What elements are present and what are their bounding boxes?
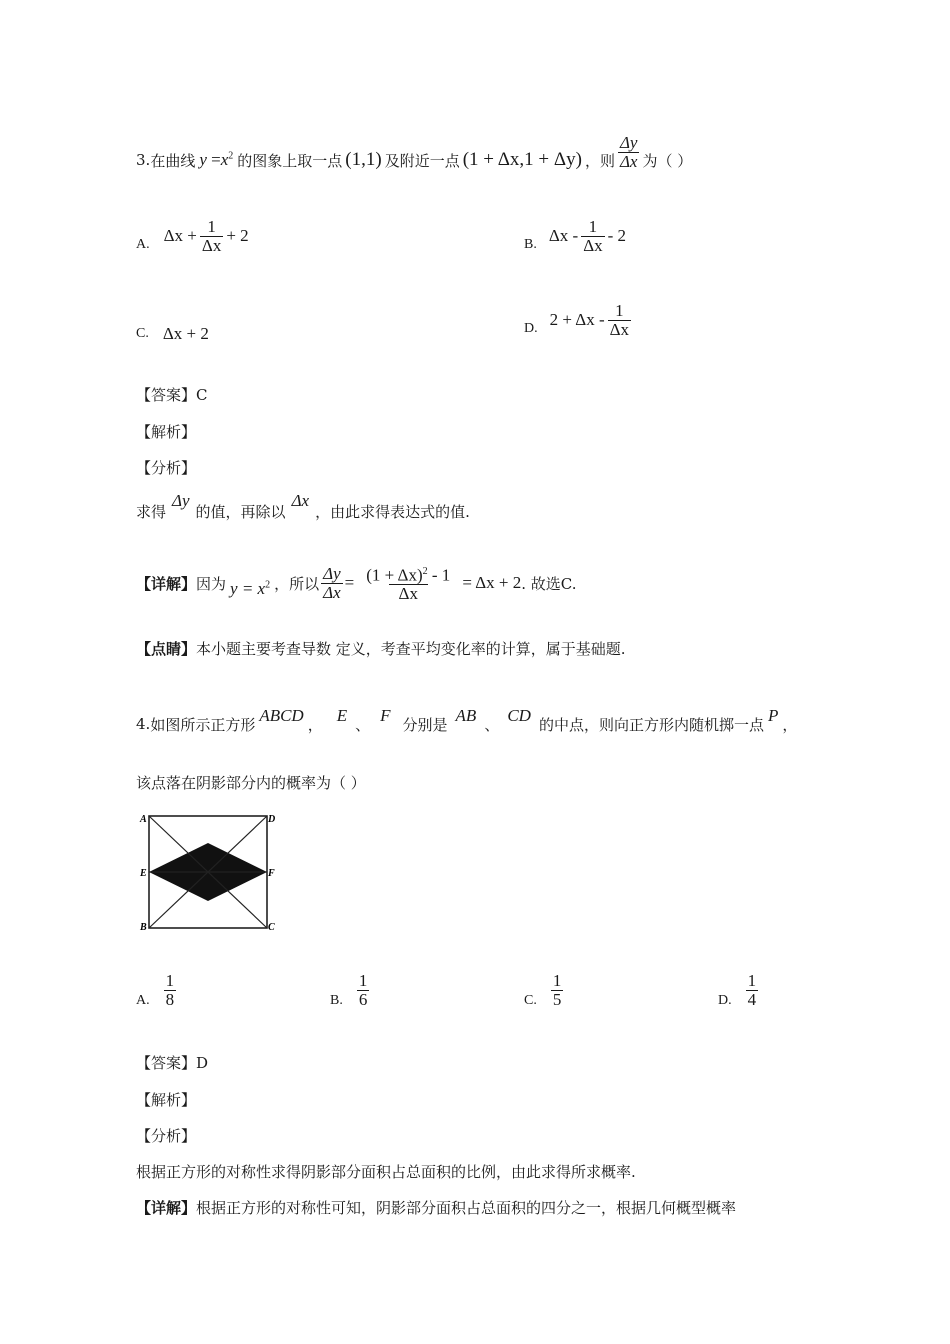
q3-dianjing-line: 【点睛】本小题主要考查导数 定义，考查平均变化率的计算，属于基础题. [136,640,626,658]
q4-option-d: D. $\frac{1}{4}$ [718,970,757,1009]
q3-analysis-tag: 【解析】 [136,423,197,441]
vertex-label-c: C [268,922,275,932]
q3-option-c: C. Δx + 2 [136,324,209,343]
q4-option-b: B. $\frac{1}{6}$ [330,970,368,1009]
vertex-label-e: E [140,868,147,879]
option-label: C. [136,326,149,341]
q4-fenxi-tag: 【分析】 [136,1127,197,1145]
q3-text2: 的图象上取一点 [237,151,343,170]
q3-text4: ，则 [584,151,615,170]
fraction: $\frac{1}{\Delta x}$ [201,216,222,255]
q3-text5: 为（ ） [642,151,693,170]
q3-point1: (1,1) [345,149,382,170]
fraction: $\frac{1}{\Delta x}$ [583,216,603,255]
q3-text1: 在曲线 [150,151,196,170]
q4-option-c: C. $\frac{1}{5}$ [524,970,562,1009]
q4-detail-line: 【详解】根据正方形的对称性可知，阴影部分面积占总面积的四分之一，根据几何概型概率 [136,1199,737,1217]
q4-analysis-tag: 【解析】 [136,1091,197,1109]
vertex-label-a: A [140,814,147,825]
q3-fenxi-line: 求得 Δy 的值，再除以 Δx ，由此求得表达式的值. [136,491,470,521]
square-figure [138,810,278,932]
q3-option-b: B. Δx - $\frac{1}{\Delta x}$ - 2 [524,216,627,255]
option-label: A. [136,237,150,252]
vertex-label-f: F [268,868,275,879]
q3-option-d: D. 2 + Δx - $\frac{1}{\Delta x}$ [524,300,630,339]
q3-text3: 及附近一点 [384,151,460,170]
q4-stem: 4. 如图所示正方形 ABCD ， E 、 F 分别是 AB 、 CD 的中点，则向正方形内随机掷一点 P ， [136,706,798,734]
q3-fenxi-tag: 【分析】 [136,459,197,477]
q3-number: 3. [136,151,151,169]
vertex-label-b: B [140,922,147,932]
q4-fenxi-text: 根据正方形的对称性求得阴影部分面积占总面积的比例，由此求得所求概率. [136,1163,636,1181]
q4-option-a: A. $\frac{1}{8}$ [136,970,175,1009]
vertex-label-d: D [268,814,276,825]
q4-stem-line2: 该点落在阴影部分内的概率为（ ） [136,774,366,792]
option-label: D. [524,321,538,336]
q3-point2: (1 + Δx,1 + Δy) [462,149,582,170]
q3-option-a: A. Δx + $\frac{1}{\Delta x}$ + 2 [136,216,249,255]
fraction: $\frac{1}{\Delta x}$ [609,300,630,339]
q4-answer: 【答案】D [136,1054,209,1072]
q3-ratio: $\frac{\Delta y}{\Delta x}$ [619,132,638,171]
option-label: B. [524,237,537,252]
q3-stem [136,132,693,180]
q3-answer: 【答案】C [136,386,208,404]
q3-detail-line: 【详解】 因为 $y = x^2$ ，所以 $\frac{\Delta y}{\Delta x}$ = $\frac{(1 + \Delta x)^2 - 1}{\Delta x}$ = Δx + 2 . 故选C. [136,563,577,604]
q3-curve-eq: $y =x^2$ [199,150,234,169]
